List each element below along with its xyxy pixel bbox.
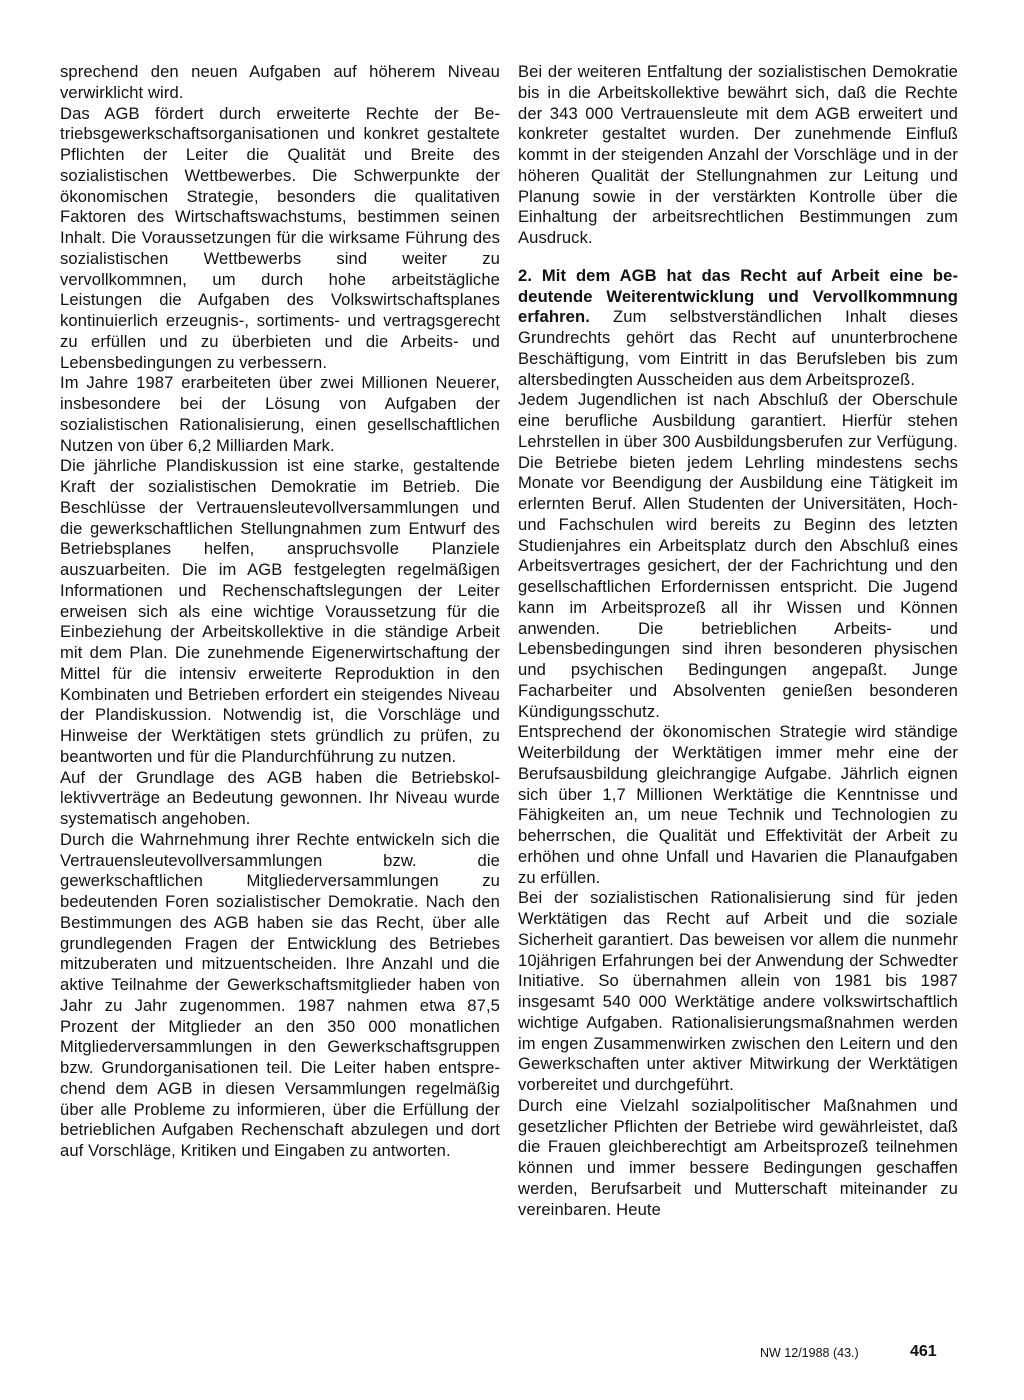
paragraph: Das AGB fördert durch erweiterte Rechte der Betriebsgewerkschaftsorganisationen und konkret gestaltete Pflichten der Leiter die Qualität und Breite des sozialistischen Wettbewerbes. Die Schwerpunkte der ökonomischen Strategie, besonders die qualitativen Faktoren des Wirtschaftswachstums, bestimmen seinen Inhalt. Die Voraussetzungen für die wirksame Führung des sozialistischen Wettbewerbs sind weiter zu vervollkommnen, um durch hohe arbeitstägliche Leistungen die Aufgaben des Volkswirtschaftsplanes kontinuierlich erzeugnis-, sortiments- und vertragsgerecht zu erfüllen und zu überbieten und die Arbeits- und Lebensbedingungen zu verbessern. — [60, 103, 500, 372]
issue-reference: NW 12/1988 (43.) — [760, 1346, 859, 1360]
page-footer — [760, 1343, 960, 1367]
page-number: 461 — [910, 1343, 937, 1360]
section-text: Zum selbstverständlichen Inhalt dieses Grundrechts gehört das Recht auf ununterbrochene Beschäftigung, vom Eintritt in das Berufsleben bis zum altersbedingten Ausscheiden aus dem Arbeitsprozeß. — [518, 307, 958, 389]
paragraph: Auf der Grundlage des AGB haben die Betriebskollektivverträge an Bedeutung gewonnen. Ihr Niveau wurde systematisch angehoben. — [60, 767, 500, 828]
paragraph: sprechend den neuen Aufgaben auf höherem Niveau verwirklicht wird. — [60, 62, 500, 102]
paragraph: Im Jahre 1987 erarbeiteten über zwei Millionen Neuerer, insbesondere bei der Lösung von Aufgaben der sozialistischen Rationalisierung, einen gesellschaftlichen Nutzen von über 6,2 Milliarden Mark. — [60, 373, 500, 455]
paragraph: Entsprechend der ökonomischen Strategie wird ständige Weiterbildung der Werktätigen immer mehr eine der Berufsausbildung gleichrangige Aufgabe. Jährlich eignen sich über 1,7 Millionen Werktätige die Kenntnisse und Fähigkeiten an, um neue Technik und Technologien zu beherrschen, die Qualität und Effektivität der Arbeit zu erhöhen und ohne Unfall und Havarien die Planaufgaben zu erfüllen. — [518, 722, 958, 887]
section-paragraph — [518, 266, 958, 391]
right-column — [518, 62, 958, 1220]
paragraph: Bei der weiteren Entfaltung der sozialistischen Demokratie bis in die Arbeitskollektive bewährt sich, daß die Rechte der 343 000 Vertrauensleute mit dem AGB erweitert und konkreter gestaltet wurden. Der zunehmende Einfluß kommt in der steigenden Anzahl der Vorschläge und in der höheren Qualität der Stellungnahmen zur Leitung und Planung sowie in der verstärkten Kontrolle über die Einhaltung der arbeitsrechtlichen Bestimmungen zum Ausdruck. — [518, 62, 958, 247]
section-lead: 2. Mit dem AGB hat das Recht auf Arbeit eine bedeutende Weiterentwicklung und Vervollkommnung erfahren. — [518, 265, 958, 327]
paragraph: Bei der sozialistischen Rationalisierung sind für jeden Werktätigen das Recht auf Arbeit und die soziale Sicherheit garantiert. Das beweisen vor allem die nunmehr 10jährigen Erfahrungen bei der Anwendung der Schwedter Initiative. So übernahmen allein von 1981 bis 1987 insgesamt 540 000 Werktätige andere volkswirtschaftlich wichtige Aufgaben. Rationalisierungsmaßnahmen werden im engen Zusammenwirken zwischen den Leitern und den Gewerkschaften unter aktiver Mitwirkung der Werktätigen vorbereitet und durchgeführt. — [518, 888, 958, 1094]
paragraph: Jedem Jugendlichen ist nach Abschluß der Oberschule eine berufliche Ausbildung garantiert. Hierfür stehen Lehrstellen in über 300 Ausbildungsberufen zur Verfügung. Die Betriebe bieten jedem Lehrling mindestens sechs Monate vor Beendigung der Ausbildung eine Tätigkeit im erlernten Beruf. Allen Studenten der Universitäten, Hoch- und Fachschulen wird bereits zu Beginn des letzten Studienjahres ein Arbeitsplatz durch den Abschluß eines Arbeitsvertrages gesichert, der der Fachrichtung und den gesellschaftlichen Erfordernissen entspricht. Die Jugend kann im Arbeitsprozeß all ihr Wissen und Können anwenden. Die betrieblichen Arbeits- und Lebensbedingungen sind ihren besonderen physischen und psychischen Bedingungen angepaßt. Junge Facharbeiter und Absolventen genießen besonderen Kündigungsschutz. — [518, 390, 958, 721]
left-column — [60, 62, 500, 1162]
paragraph: Die jährliche Plandiskussion ist eine starke, gestaltende Kraft der sozialistischen Demokratie im Betrieb. Die Beschlüsse der Vertrauensleutevollversammlungen und die gewerkschaftlichen Stellungnahmen zum Entwurf des Betriebsplanes helfen, anspruchsvolle Planziele auszuarbeiten. Die im AGB festgelegten regelmäßigen Informationen und Rechenschaftslegungen der Leiter erweisen sich als eine wichtige Voraussetzung für die Einbeziehung der Arbeitskollektive in die ständige Arbeit mit dem Plan. Die zunehmende Eigenerwirtschaftung der Mittel für die intensiv erweiterte Reproduktion in den Kombinaten und Betrieben erfordert ein steigendes Niveau der Plandiskussion. Notwendig ist, die Vorschläge und Hinweise der Werktätigen stets gründlich zu prüfen, zu beantworten und für die Plandurchführung zu nutzen. — [60, 456, 500, 766]
paragraph: Durch eine Vielzahl sozialpolitischer Maßnahmen und gesetzlicher Pflichten der Betriebe wird gewährleistet, daß die Frauen gleichberechtigt am Arbeitsprozeß teilnehmen können und immer bessere Bedingungen geschaffen werden, Berufsarbeit und Mutterschaft miteinander zu vereinbaren. Heute — [518, 1095, 958, 1219]
paragraph: Durch die Wahrnehmung ihrer Rechte entwickeln sich die Vertrauensleutevollversammlungen bzw. die gewerkschaftlichen Mitgliederversammlungen zu bedeutenden Foren sozialistischer Demokratie. Nach den Bestimmungen des AGB haben sie das Recht, über alle grundlegenden Fragen der Entwicklung des Betriebes mitzuberaten und mitzuentscheiden. Ihre Anzahl und die aktive Teilnahme der Gewerkschaftsmitglieder haben von Jahr zu Jahr zugenommen. 1987 nahmen etwa 87,5 Prozent der Mitglieder an den 350 000 monatlichen Mitgliederversammlungen in den Gewerkschaftsgruppen bzw. Grundorganisationen teil. Die Leiter haben entsprechend dem AGB in diesen Versammlungen regelmäßig über alle Probleme zu informieren, über die Erfüllung der betrieblichen Aufgaben Rechenschaft abzulegen und dort auf Vorschläge, Kritiken und Eingaben zu antworten. — [60, 829, 500, 1160]
